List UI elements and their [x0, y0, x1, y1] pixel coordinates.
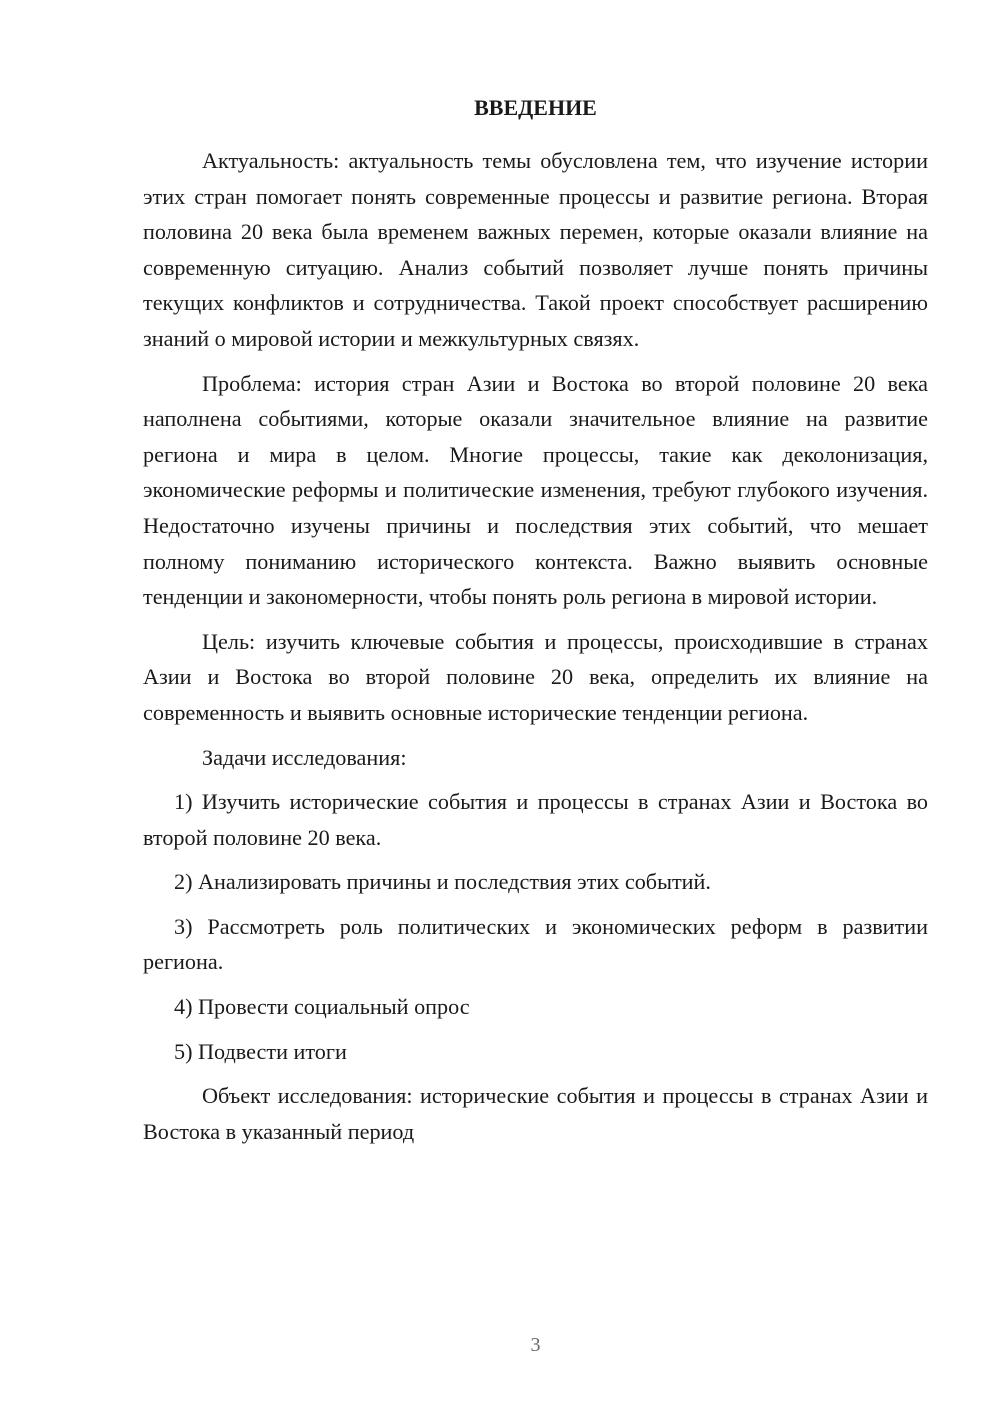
- goal-paragraph: Цель: изучить ключевые события и процессы, происходившие в странах Азии и Востока во второй половине 20 века, определить их влияние на современность и выявить основные исторические тенденции региона.: [143, 628, 928, 725]
- tasks-heading: Задачи исследования:: [202, 744, 407, 770]
- relevance-paragraph: Актуальность: актуальность темы обусловлена тем, что изучение истории этих стран помогает понять современные процессы и развитие региона. Вторая половина 20 века была временем важных перемен, которые оказали влияние на современную ситуацию. Анализ событий позволяет лучше понять причины текущих конфликтов и сотрудничества. Такой проект способствует расширению знаний о мировой истории и межкультурных связях.: [143, 148, 928, 351]
- task-item-2: 2) Анализировать причины и последствия этих событий.: [174, 869, 711, 895]
- task-item-4: 4) Провести социальный опрос: [174, 994, 470, 1020]
- task-item-1: 1) Изучить исторические события и процессы в странах Азии и Востока во второй половине 20 века.: [143, 789, 928, 850]
- document-page: [143, 92, 928, 1158]
- problem-paragraph: Проблема: история стран Азии и Востока во второй половине 20 века наполнена событиями, которые оказали значительное влияние на развитие региона и мира в целом. Многие процессы, такие как деколонизация, экономические реформы и политические изменения, требуют глубокого изучения. Недостаточно изучены причины и последствия этих событий, что мешает полному пониманию исторического контекста. Важно выявить основные тенденции и закономерности, чтобы понять роль региона в мировой истории.: [143, 370, 928, 610]
- section-title: ВВЕДЕНИЕ: [474, 95, 597, 120]
- object-paragraph: Объект исследования: исторические события и процессы в странах Азии и Востока в указанный период: [143, 1083, 928, 1144]
- page-number: 3: [530, 1334, 541, 1356]
- task-item-3: 3) Рассмотреть роль политических и экономических реформ в развитии региона.: [143, 913, 928, 975]
- task-item-5: 5) Подвести итоги: [174, 1038, 347, 1064]
